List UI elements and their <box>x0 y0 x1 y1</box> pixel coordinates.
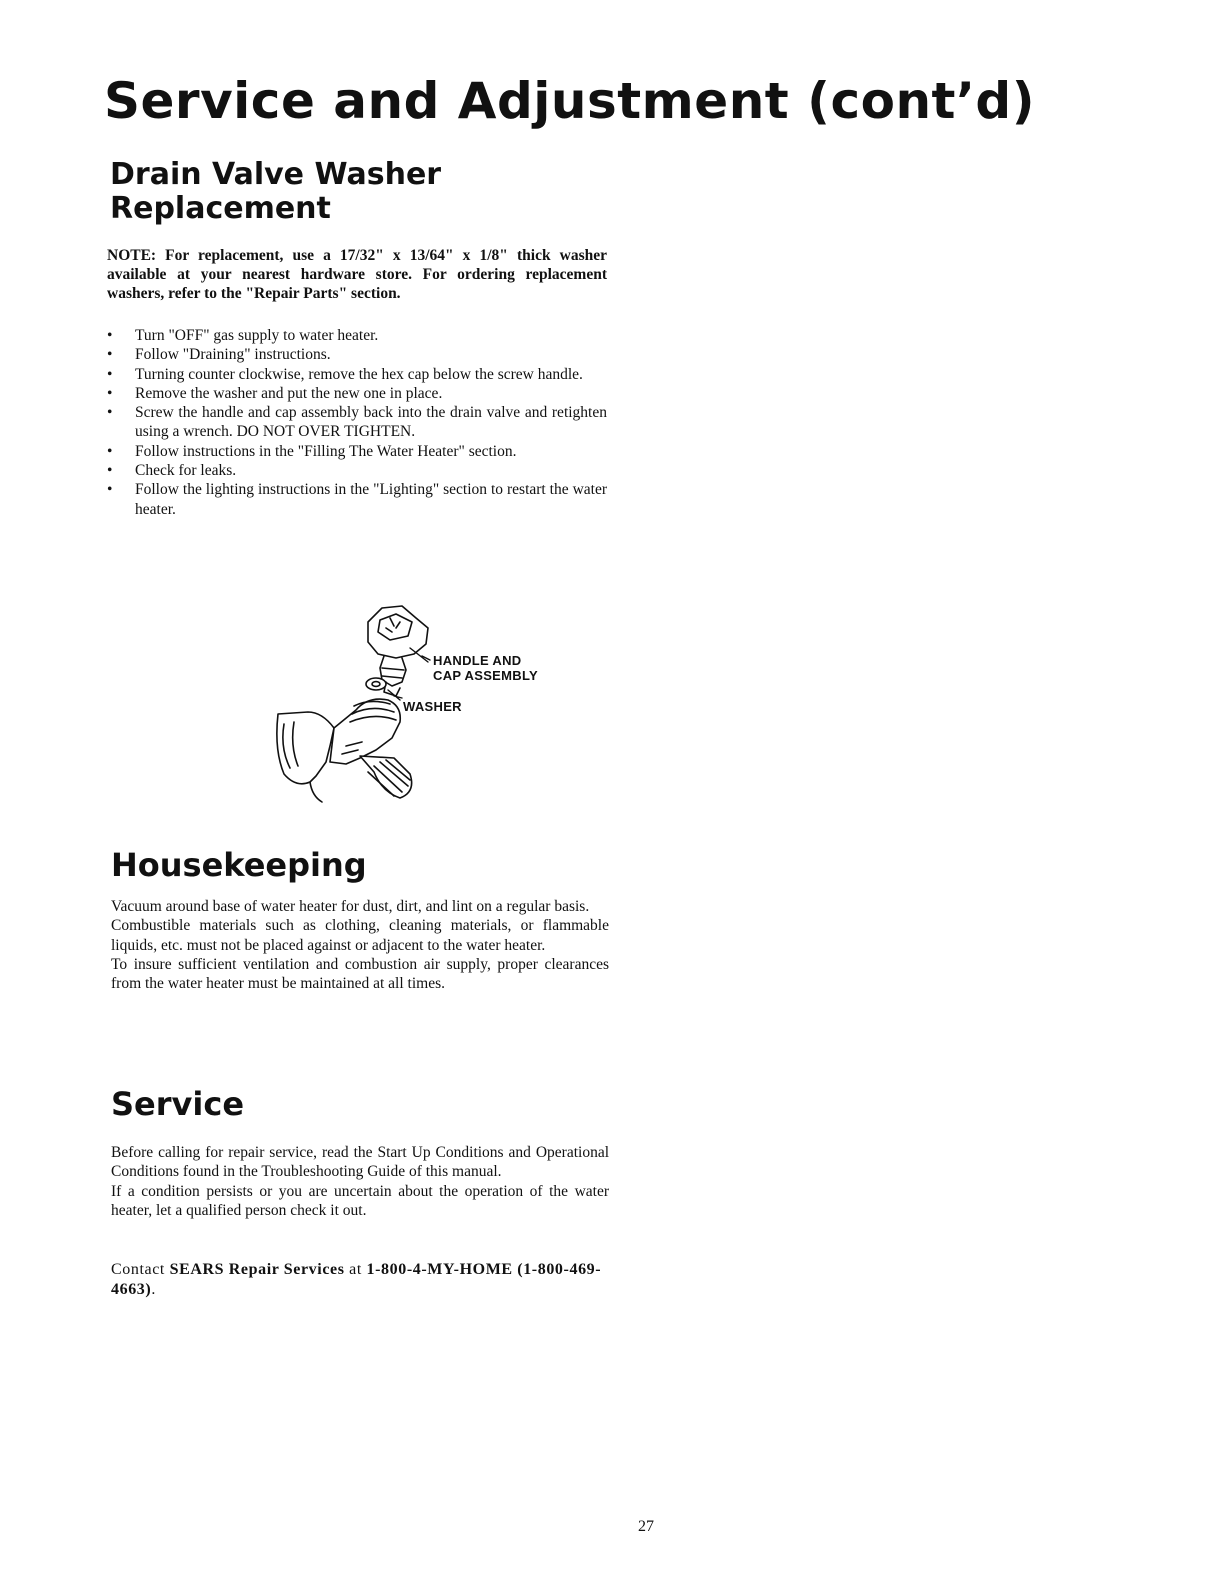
bullet-icon: • <box>107 365 113 383</box>
bullet-icon: • <box>107 327 113 344</box>
contact-phone: 1-800-4-MY-HOME (1-800-469-4663) <box>111 1261 602 1298</box>
page-title: Service and Adjustment (cont’d) <box>104 72 1036 130</box>
step-text: Follow the lighting instructions in the "Lighting" section to restart the water heater. <box>135 481 607 518</box>
handle-cap-label: HANDLE AND CAP ASSEMBLY <box>433 653 538 683</box>
contact-company: SEARS Repair Services <box>169 1261 345 1278</box>
washer <box>366 678 386 690</box>
list-item <box>107 442 607 461</box>
housekeeping-heading: Housekeeping <box>111 846 367 884</box>
step-text: Follow "Draining" instructions. <box>135 346 331 364</box>
step-text: Follow instructions in the "Filling The Water Heater" section. <box>135 442 517 460</box>
step-text: Screw the handle and cap assembly back into the drain valve and retighten using a wrench. DO NOT OVER TIGHTEN. <box>135 404 607 441</box>
contact-line <box>111 1260 611 1299</box>
step-text: Remove the washer and put the new one in place. <box>135 384 443 402</box>
service-heading: Service <box>111 1085 245 1123</box>
list-item <box>107 345 607 364</box>
list-item <box>107 384 607 403</box>
bullet-icon: • <box>107 462 113 480</box>
bullet-icon: • <box>107 481 113 499</box>
drain-valve-diagram <box>250 596 580 816</box>
contact-suffix: . <box>151 1280 156 1298</box>
drain-valve-heading: Drain Valve Washer Replacement <box>110 157 442 226</box>
list-item <box>107 403 607 442</box>
contact-prefix: Contact <box>111 1261 165 1278</box>
service-body <box>111 1143 609 1220</box>
drain-steps-list <box>107 326 607 519</box>
contact-mid: at <box>349 1261 362 1278</box>
list-item <box>107 461 607 480</box>
list-item <box>107 480 607 519</box>
list-item <box>107 326 607 345</box>
step-text: Check for leaks. <box>135 462 237 480</box>
handle-knob <box>368 606 428 658</box>
list-item <box>107 365 607 384</box>
step-text: Turn "OFF" gas supply to water heater. <box>135 327 379 344</box>
bullet-icon: • <box>107 442 113 460</box>
bullet-icon: • <box>107 346 113 364</box>
bullet-icon: • <box>107 384 113 402</box>
housekeeping-paragraph: To insure sufficient ventilation and combustion air supply, proper clearances from the water heater must be maintained at all times. <box>111 955 609 993</box>
housekeeping-body <box>111 897 609 993</box>
housekeeping-paragraph: Combustible materials such as clothing, cleaning materials, or flammable liquids, etc. must not be placed against or adjacent to the water heater. <box>111 917 609 954</box>
step-text: Turning counter clockwise, remove the hex cap below the screw handle. <box>135 365 583 383</box>
service-paragraph: Before calling for repair service, read the Start Up Conditions and Operational Conditions found in the Troubleshooting Guide of this manual. <box>111 1144 609 1181</box>
valve-body <box>277 712 334 784</box>
bullet-icon: • <box>107 404 113 422</box>
replacement-note: NOTE: For replacement, use a 17/32" x 13/64" x 1/8" thick washer available at your nearest hardware store. For ordering replacement washers, refer to the "Repair Parts" section. <box>107 247 607 302</box>
page-number: 27 <box>638 1518 654 1535</box>
service-paragraph: If a condition persists or you are uncertain about the operation of the water heater, let a qualified person check it out. <box>111 1182 609 1219</box>
washer-label: WASHER <box>403 699 462 714</box>
housekeeping-paragraph: Vacuum around base of water heater for dust, dirt, and lint on a regular basis. <box>111 898 590 915</box>
